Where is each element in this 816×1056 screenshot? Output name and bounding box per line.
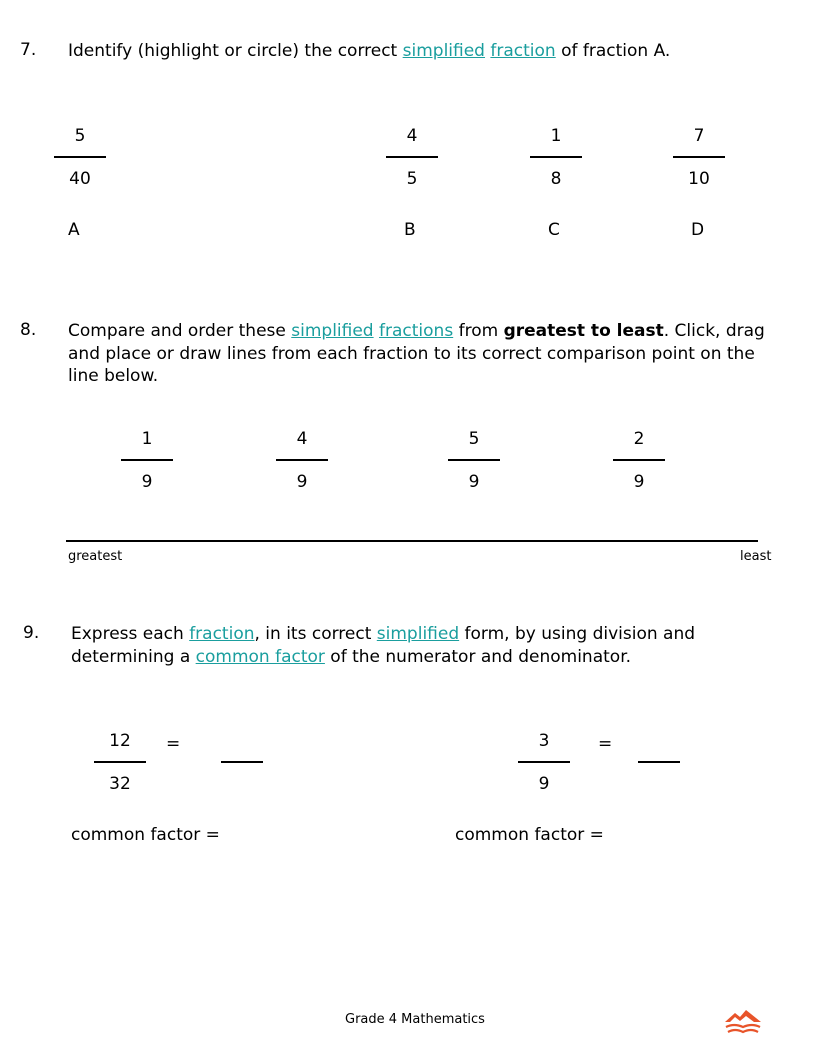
footer-text: Grade 4 Mathematics — [345, 1012, 485, 1027]
fraction-b-denominator: 5 — [406, 169, 418, 189]
fraction-d-denominator: 10 — [688, 169, 710, 189]
q7-text-before: Identify (highlight or circle) the correct — [68, 41, 403, 61]
fraction-bar — [673, 156, 725, 158]
fraction-bar — [518, 761, 570, 763]
comparison-number-line[interactable] — [66, 540, 758, 542]
link-simplified[interactable]: simplified — [376, 624, 460, 644]
fraction-d[interactable] — [673, 125, 725, 190]
fraction-bar — [448, 459, 500, 461]
answer-blank-2[interactable] — [638, 761, 680, 763]
label-greatest: greatest — [68, 549, 123, 564]
fraction-numerator: 1 — [141, 429, 153, 449]
question-7-number: 7. — [20, 40, 37, 60]
label-least: least — [740, 549, 772, 564]
fraction-denominator: 9 — [296, 472, 308, 492]
link-fraction[interactable]: fraction — [490, 41, 556, 61]
q9-line2-before: determining a — [71, 646, 196, 667]
draggable-fraction-1-9[interactable] — [121, 428, 173, 493]
question-9-number: 9. — [23, 623, 40, 643]
fraction-bar — [276, 459, 328, 461]
q8-text-line-3: line below. — [68, 366, 159, 386]
fraction-bar — [94, 761, 146, 763]
question-7-text — [68, 40, 670, 63]
fraction-denominator: 32 — [109, 774, 131, 794]
equals-sign: = — [166, 734, 181, 754]
link-simplified[interactable]: simplified — [291, 321, 374, 341]
fraction-numerator: 4 — [296, 429, 308, 449]
q9-text-before: Express each — [71, 624, 190, 644]
common-factor-label-2: common factor = — [455, 825, 604, 845]
fraction-c-numerator: 1 — [550, 126, 562, 146]
fraction-denominator: 9 — [538, 774, 550, 794]
fraction-bar — [386, 156, 438, 158]
fraction-3-9 — [518, 730, 570, 795]
draggable-fraction-2-9[interactable] — [613, 428, 665, 493]
q9-text-after: form, by using division and — [459, 624, 696, 644]
q9-text-mid: , in its correct — [254, 624, 377, 644]
fraction-denominator: 9 — [468, 472, 480, 492]
fraction-a[interactable] — [54, 125, 106, 190]
fraction-bar — [530, 156, 582, 158]
fraction-bar — [54, 156, 106, 158]
option-label-a: A — [68, 220, 80, 240]
fraction-c[interactable] — [530, 125, 582, 190]
option-label-d: D — [691, 220, 705, 240]
q8-emphasis: greatest to least — [503, 321, 664, 341]
fraction-b-numerator: 4 — [406, 126, 418, 146]
fraction-a-numerator: 5 — [74, 126, 86, 146]
option-label-c: C — [548, 220, 560, 240]
fraction-numerator: 3 — [538, 731, 550, 751]
fraction-d-numerator: 7 — [693, 126, 705, 146]
fraction-b[interactable] — [386, 125, 438, 190]
question-8-number: 8. — [20, 320, 37, 340]
link-common-factor[interactable]: common factor — [195, 646, 325, 667]
fraction-numerator: 12 — [109, 731, 131, 751]
option-label-b: B — [404, 220, 416, 240]
fraction-denominator: 9 — [633, 472, 645, 492]
fraction-numerator: 5 — [468, 429, 480, 449]
equals-sign: = — [598, 734, 613, 754]
fraction-bar — [613, 459, 665, 461]
answer-blank-1[interactable] — [221, 761, 263, 763]
fraction-bar — [121, 459, 173, 461]
draggable-fraction-5-9[interactable] — [448, 428, 500, 493]
fraction-a-denominator: 40 — [69, 169, 91, 189]
fraction-denominator: 9 — [141, 472, 153, 492]
mountain-logo-icon — [722, 1006, 764, 1034]
fraction-12-32 — [94, 730, 146, 795]
q8-text-after: . Click, drag — [663, 321, 765, 341]
question-8-text — [68, 320, 765, 388]
link-fraction[interactable]: fraction — [189, 624, 255, 644]
link-simplified[interactable]: simplified — [402, 41, 485, 61]
fraction-c-denominator: 8 — [550, 169, 562, 189]
draggable-fraction-4-9[interactable] — [276, 428, 328, 493]
link-fractions[interactable]: fractions — [379, 321, 454, 341]
fraction-numerator: 2 — [633, 429, 645, 449]
q8-text-mid: from — [453, 321, 504, 341]
q8-text-line-2: and place or draw lines from each fraction to its correct comparison point on the — [68, 343, 755, 364]
question-9-text — [71, 623, 695, 668]
common-factor-label-1: common factor = — [71, 825, 220, 845]
q8-text-before: Compare and order these — [68, 321, 292, 341]
q9-line2-after: of the numerator and denominator. — [324, 646, 632, 667]
q7-text-after: of fraction A. — [555, 41, 671, 61]
